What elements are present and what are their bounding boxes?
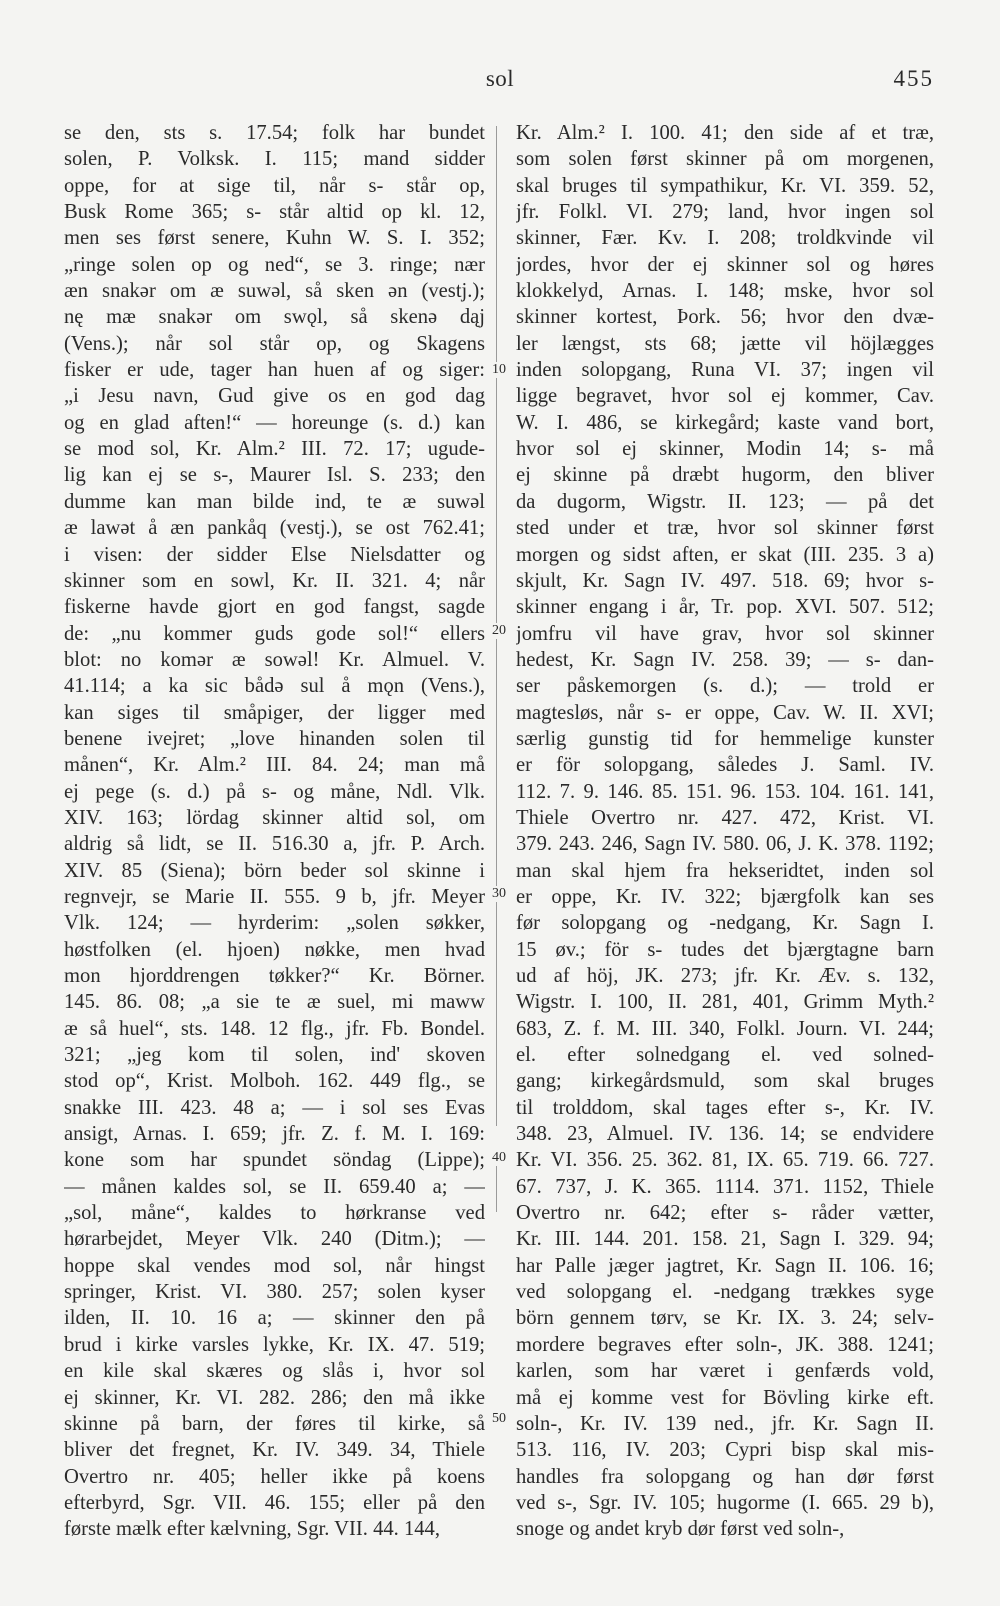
left-column-line: i visen: der sidder Else Nielsdatter og bbox=[64, 543, 485, 566]
right-column-line: 348. 23, Almuel. IV. 136. 14; se endvidere bbox=[516, 1123, 934, 1146]
left-column-line: hørarbejdet, Meyer Vlk. 240 (Ditm.); — bbox=[64, 1228, 485, 1251]
right-column-line: da dugorm, Wigstr. II. 123; — på det bbox=[516, 490, 934, 513]
right-column-line: Kr. Alm.² I. 100. 41; den side af et træ, bbox=[516, 122, 934, 144]
right-column-line: jomfru vil have grav, hvor sol skinner bbox=[516, 622, 934, 645]
right-column-line: 379. 243. 246, Sagn IV. 580. 06, J. K. 378. 1192; bbox=[516, 833, 934, 856]
right-column-line: magtesløs, når s- er oppe, Cav. W. II. XVI; bbox=[516, 701, 934, 724]
left-column-line: efterbyrd, Sgr. VII. 46. 155; eller på den bbox=[64, 1491, 485, 1514]
left-column-line: ansigt, Arnas. I. 659; jfr. Z. f. M. I. 169: bbox=[64, 1123, 485, 1146]
right-column-line: ud af höj, JK. 273; jfr. Kr. Æv. s. 132, bbox=[516, 965, 934, 987]
line-number-10: 10 bbox=[492, 362, 506, 377]
right-column-line: før solopgang og -nedgang, Kr. Sagn I. bbox=[516, 912, 934, 935]
left-column-line: XIV. 163; lördag skinner altid sol, om bbox=[64, 806, 485, 829]
right-column-line: jfr. Folkl. VI. 279; land, hvor ingen sol bbox=[516, 201, 934, 224]
left-column-line: benene ivejret; „love hinanden solen til bbox=[64, 727, 485, 750]
right-column-line: sted under et træ, hvor sol skinner først bbox=[516, 517, 934, 540]
right-column-line: Wigstr. I. 100, II. 281, 401, Grimm Myth.² bbox=[516, 991, 934, 1014]
left-column-line: brud i kirke varsles lykke, Kr. IX. 47. 519; bbox=[64, 1333, 485, 1356]
left-column-line: (Vens.); når sol står op, og Skagens bbox=[64, 332, 485, 355]
left-column-line: fiskerne havde gjort en god fangst, sagde bbox=[64, 596, 485, 619]
page-number: 455 bbox=[893, 66, 934, 91]
right-column-line: Kr. III. 144. 201. 158. 21, Sagn I. 329. 94; bbox=[516, 1228, 934, 1251]
left-column-line: ej pege (s. d.) på s- og måne, Ndl. Vlk. bbox=[64, 780, 485, 803]
left-column-line: skinner som en sowl, Kr. II. 321. 4; når bbox=[64, 569, 485, 592]
right-column-line: er för solopgang, således J. Saml. IV. bbox=[516, 754, 934, 777]
right-column-line: W. I. 486, se kirkegård; kaste vand bort, bbox=[516, 411, 934, 434]
left-column-line: blot: no komər æ sowəl! Kr. Almuel. V. bbox=[64, 648, 485, 671]
right-column-line: hvor sol ej skinner, Modin 14; s- må bbox=[516, 438, 934, 461]
left-column-line: „ringe solen op og ned“, se 3. ringe; nær bbox=[64, 253, 485, 276]
left-column-line: æ lawət å æn pankåq (vestj.), se ost 762.41; bbox=[64, 517, 485, 540]
left-column-line: lig kan ej se s-, Maurer Isl. S. 233; den bbox=[64, 464, 485, 487]
right-column-line: skjult, Kr. Sagn IV. 497. 518. 69; hvor s- bbox=[516, 569, 934, 592]
right-column-line: ser påskemorgen (s. d.); — trold er bbox=[516, 675, 934, 698]
left-column-line: nę mæ snakər om swǫl, så skenə dąj bbox=[64, 306, 485, 329]
right-column-line: ved s-, Sgr. IV. 105; hugorme (I. 665. 29 b), bbox=[516, 1491, 934, 1514]
right-column-line: har Palle jæger jagtret, Kr. Sagn II. 106. 16; bbox=[516, 1254, 934, 1277]
line-number-50: 50 bbox=[492, 1411, 506, 1426]
right-column-line: Kr. VI. 356. 25. 362. 81, IX. 65. 719. 66. 727. bbox=[516, 1149, 934, 1172]
left-column-line: 41.114; a ka sic bådə sul å mǫn (Vens.), bbox=[64, 675, 485, 698]
right-column-line: klokkelyd, Arnas. I. 148; mske, hvor sol bbox=[516, 280, 934, 303]
right-column-line: morgen og sidst aften, er skat (III. 235. 3 a) bbox=[516, 543, 934, 566]
right-column-line: handles fra solopgang og han dør først bbox=[516, 1465, 934, 1488]
left-column-line: hoppe skal vendes mod sol, når hingst bbox=[64, 1254, 485, 1277]
right-column-line: ligge begravet, hvor sol ej kommer, Cav. bbox=[516, 385, 934, 408]
left-column-line: 145. 86. 08; „a sie te æ suel, mi maww bbox=[64, 991, 485, 1014]
left-column-line: se den, sts s. 17.54; folk har bundet bbox=[64, 122, 485, 144]
left-column-line: kan siges til småpiger, der ligger med bbox=[64, 701, 485, 724]
right-column-line: gang; kirkegårdsmuld, som skal bruges bbox=[516, 1070, 934, 1093]
right-column-line: hedest, Kr. Sagn IV. 258. 39; — s- dan- bbox=[516, 648, 934, 671]
right-column-line: snoge og andet kryb dør først ved soln-, bbox=[516, 1518, 845, 1541]
right-column-line: ej skinne på dræbt hugorm, den bliver bbox=[516, 464, 934, 487]
line-number-40: 40 bbox=[492, 1150, 506, 1165]
right-column-line: skal bruges til sympathikur, Kr. VI. 359. 52, bbox=[516, 174, 934, 197]
left-column-line: „i Jesu navn, Gud give os en god dag bbox=[64, 385, 485, 408]
right-column-line: börn gennem tørv, se Kr. IX. 3. 24; selv- bbox=[516, 1307, 934, 1330]
right-column-line: 112. 7. 9. 146. 85. 151. 96. 153. 104. 161. 141, bbox=[516, 780, 934, 803]
left-column-line: en kile skal skæres og slås i, hvor sol bbox=[64, 1360, 485, 1383]
left-column-line: oppe, for at sige til, når s- står op, bbox=[64, 174, 485, 197]
right-column-line: soln-, Kr. IV. 139 ned., jfr. Kr. Sagn II. bbox=[516, 1412, 934, 1435]
line-number-30: 30 bbox=[492, 886, 506, 901]
right-column-line: skinner kortest, Þork. 56; hvor den dvæ- bbox=[516, 306, 934, 329]
right-column-line: mordere begraves efter soln-, JK. 388. 1241; bbox=[516, 1333, 934, 1356]
left-column-line: æn snakər om æ suwəl, så sken ən (vestj.); bbox=[64, 280, 485, 303]
right-column-line: skinner, Fær. Kv. I. 208; troldkvinde vil bbox=[516, 227, 934, 250]
left-column-line: æ så huel“, sts. 148. 12 flg., jfr. Fb. Bondel. bbox=[64, 1017, 485, 1040]
right-column-line: el. efter solnedgang el. ved solned- bbox=[516, 1044, 934, 1067]
right-column-line: karlen, som har været i genfærds vold, bbox=[516, 1360, 934, 1383]
left-column-line: ej skinner, Kr. VI. 282. 286; den må ikke bbox=[64, 1386, 485, 1409]
right-column-line: må ej komme vest for Bövling kirke eft. bbox=[516, 1386, 934, 1409]
right-text-column bbox=[516, 120, 934, 1543]
right-column-line: Overtro nr. 642; efter s- råder vætter, bbox=[516, 1202, 934, 1225]
left-column-line: Overtro nr. 405; heller ikke på koens bbox=[64, 1465, 485, 1488]
left-column-line: 321; „jeg kom til solen, ind' skoven bbox=[64, 1044, 485, 1067]
left-column-line: snakke III. 423. 48 a; — i sol ses Evas bbox=[64, 1096, 485, 1119]
right-column-line: er oppe, Kr. IV. 322; bjærgfolk kan ses bbox=[516, 885, 934, 908]
right-column-line: 683, Z. f. M. III. 340, Folkl. Journ. VI. 244; bbox=[516, 1017, 934, 1040]
right-column-line: skinner engang i år, Tr. pop. XVI. 507. 512; bbox=[516, 596, 934, 619]
left-column-line: og en glad aften!“ — horeunge (s. d.) kan bbox=[64, 411, 485, 434]
right-column-line: 67. 737, J. K. 365. 1114. 371. 1152, Thiele bbox=[516, 1175, 934, 1198]
running-head-word: sol bbox=[485, 66, 515, 91]
left-column-line: aldrig så lidt, se II. 516.30 a, jfr. P. Arch. bbox=[64, 833, 485, 856]
left-column-line: regnvejr, se Marie II. 555. 9 b, jfr. Meyer bbox=[64, 885, 485, 908]
left-column-line: første mælk efter kælvning, Sgr. VII. 44. 144, bbox=[64, 1518, 440, 1541]
left-column-line: månen“, Kr. Alm.² III. 84. 24; man må bbox=[64, 754, 485, 777]
left-column-line: de: „nu kommer guds gode sol!“ ellers bbox=[64, 622, 485, 645]
left-column-line: høstfolken (el. hjoen) nøkke, men hvad bbox=[64, 938, 485, 961]
right-column-line: jordes, hvor der ej skinner sol og høres bbox=[516, 253, 934, 276]
left-column-line: stod op“, Krist. Molboh. 162. 449 flg., se bbox=[64, 1070, 485, 1093]
left-column-line: dumme kan man bilde ind, te æ suwəl bbox=[64, 490, 485, 513]
left-column-line: bliver det fregnet, Kr. IV. 349. 34, Thiele bbox=[64, 1439, 485, 1462]
right-column-line: 15 øv.; för s- tudes det bjærgtagne barn bbox=[516, 938, 934, 961]
left-column-line: Vlk. 124; — hyrderim: „solen søkker, bbox=[64, 912, 485, 935]
right-column-line: ved solopgang el. -nedgang trækkes syge bbox=[516, 1281, 934, 1304]
left-column-line: skinne på barn, der føres til kirke, så bbox=[64, 1412, 485, 1435]
left-column-line: se mod sol, Kr. Alm.² III. 72. 17; ugude- bbox=[64, 438, 485, 461]
left-column-line: Busk Rome 365; s- står altid op kl. 12, bbox=[64, 201, 485, 224]
right-column-line: som solen først skinner på om morgenen, bbox=[516, 148, 934, 171]
left-column-line: mon hjorddrengen tøkker?“ Kr. Börner. bbox=[64, 965, 485, 987]
left-column-line: — månen kaldes sol, se II. 659.40 a; — bbox=[64, 1175, 485, 1198]
right-column-line: ler længst, sts 68; jætte vil höjlægges bbox=[516, 332, 934, 355]
left-column-line: fisker er ude, tager han huen af og siger: bbox=[64, 359, 485, 382]
right-column-line: 513. 116, IV. 203; Cypri bisp skal mis- bbox=[516, 1439, 934, 1462]
left-column-line: ilden, II. 10. 16 a; — skinner den på bbox=[64, 1307, 485, 1330]
right-column-line: man skal hjem fra hekseridtet, inden sol bbox=[516, 859, 934, 882]
right-column-line: inden solopgang, Runa VI. 37; ingen vil bbox=[516, 359, 934, 382]
left-column-line: solen, P. Volksk. I. 115; mand sidder bbox=[64, 148, 485, 171]
line-number-20: 20 bbox=[492, 623, 506, 638]
right-column-line: til trolddom, skal tages efter s-, Kr. IV. bbox=[516, 1096, 934, 1119]
right-column-line: Thiele Overtro nr. 427. 472, Krist. VI. bbox=[516, 806, 934, 829]
left-column-line: XIV. 85 (Siena); börn beder sol skinne i bbox=[64, 859, 485, 882]
left-text-column bbox=[64, 120, 485, 1543]
left-column-line: kone som har spundet söndag (Lippe); bbox=[64, 1149, 485, 1172]
left-column-line: „sol, måne“, kaldes to hørkranse ved bbox=[64, 1202, 485, 1225]
left-column-line: men ses først senere, Kuhn W. S. I. 352; bbox=[64, 227, 485, 250]
right-column-line: særlig gunstig tid for hemmelige kunster bbox=[516, 727, 934, 750]
left-column-line: springer, Krist. VI. 380. 257; solen kyser bbox=[64, 1281, 485, 1304]
